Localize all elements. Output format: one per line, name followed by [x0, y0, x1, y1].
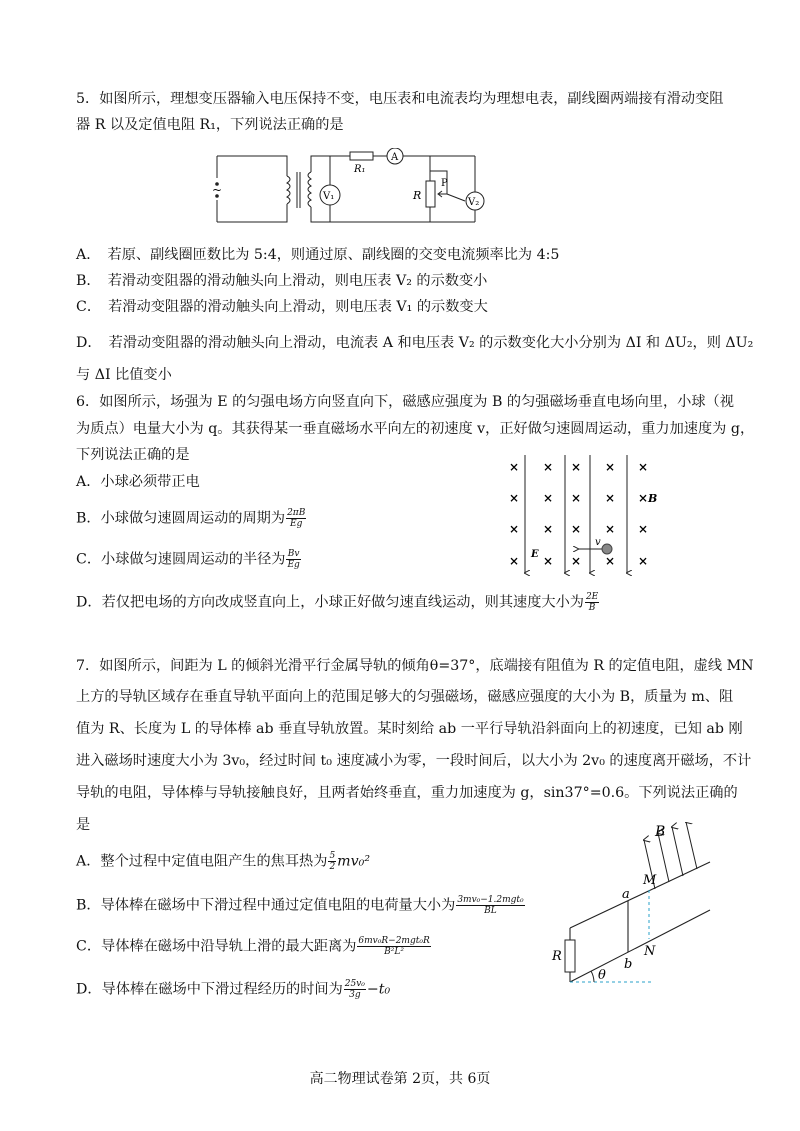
m-label: M	[643, 873, 657, 888]
fraction-denominator: B²L²	[384, 947, 404, 957]
q6-stem-line2: 为质点）电量大小为 q。其获得某一垂直磁场水平向左的初速度 v，正好做匀速圆周运动，重力加速度为 g，	[76, 421, 755, 437]
q7-option-b-text: B．导体棒在磁场中下滑过程中通过定值电阻的电荷量大小为	[76, 897, 456, 914]
q7-option-c-text: C．导体棒在磁场中沿导轨上滑的最大距离为	[76, 938, 357, 955]
svg-text:×: ×	[509, 522, 520, 536]
fraction-denominator: 3g	[349, 990, 361, 1000]
q6-field-diagram	[505, 455, 665, 580]
v1-label: V₁	[323, 191, 335, 202]
fraction-numerator: 6mv₀R−2mgt₀R	[358, 936, 430, 946]
svg-text:×: ×	[571, 491, 582, 505]
q7-option-d-fraction	[344, 979, 366, 1000]
q7-stem-line1: 7．如图所示，间距为 L 的倾斜光滑平行金属导轨的倾角θ=37°，底端接有阻值为 R 的定值电阻，虚线 MN	[76, 658, 754, 674]
q5-option-b: B． 若滑动变阻器的滑动触头向上滑动，则电压表 V₂ 的示数变小	[76, 273, 488, 289]
svg-text:×: ×	[543, 460, 554, 474]
svg-text:×: ×	[638, 522, 649, 536]
svg-text:×: ×	[605, 554, 616, 568]
fraction-numerator: 5	[329, 851, 336, 861]
q7-option-d	[76, 979, 390, 1000]
b-end-label: b	[624, 957, 633, 972]
q7-stem-line6: 是	[76, 817, 91, 833]
q5-option-a: A． 若原、副线圈匝数比为 5:4，则通过原、副线圈的交变电流频率比为 4:5	[76, 247, 560, 263]
svg-text:×: ×	[571, 554, 582, 568]
q7-option-d-suffix: −t₀	[366, 981, 391, 998]
b-label: B	[655, 824, 666, 840]
svg-text:×: ×	[605, 522, 616, 536]
q7-option-a-suffix: mv₀²	[337, 853, 371, 870]
r-label: R	[552, 949, 562, 964]
q6-stem-line3: 下列说法正确的是	[76, 447, 190, 463]
velocity-label: v	[595, 537, 601, 548]
fraction-denominator: Eg	[290, 519, 303, 529]
fraction-denominator: B	[588, 603, 596, 613]
svg-text:×: ×	[509, 554, 520, 568]
theta-arc	[591, 971, 594, 982]
q6-option-d	[76, 592, 600, 613]
q6-option-d-text: D．若仅把电场的方向改成竖直向上，小球正好做匀速直线运动，则其速度大小为	[76, 594, 584, 611]
q5-option-d-line1: D． 若滑动变阻器的滑动触头向上滑动，电流表 A 和电压表 V₂ 的示数变化大小分别为 ΔI 和 ΔU₂，则 ΔU₂	[76, 335, 754, 351]
q6-option-a: A．小球必须带正电	[76, 474, 200, 490]
fraction-numerator: 25v₀	[344, 979, 365, 989]
fraction-denominator: Eg	[287, 560, 300, 570]
q6-option-b-text: B．小球做匀速圆周运动的周期为	[76, 510, 286, 527]
resistor-r	[565, 940, 575, 972]
svg-text:×: ×	[543, 554, 554, 568]
svg-text:×: ×	[543, 522, 554, 536]
q5-stem-line2: 器 R 以及定值电阻 R₁，下列说法正确的是	[76, 117, 344, 133]
q6-option-c-fraction	[286, 549, 300, 570]
q7-option-b-fraction	[456, 895, 524, 916]
theta-label: θ	[598, 968, 606, 983]
v2-label: V₂	[468, 197, 480, 208]
ball-icon	[602, 544, 612, 554]
ac-source-icon: ~	[212, 183, 223, 197]
fraction-numerator: 3mv₀−1.2mgt₀	[457, 895, 524, 905]
q6-option-d-fraction	[585, 592, 599, 613]
b-field-label: B	[648, 492, 658, 505]
fraction-numerator: 2E	[585, 592, 599, 602]
q6-option-b	[76, 508, 307, 529]
q7-option-a	[76, 851, 370, 872]
svg-text:×: ×	[543, 491, 554, 505]
svg-text:×: ×	[605, 491, 616, 505]
svg-text:×: ×	[571, 460, 582, 474]
q7-option-c-fraction	[357, 936, 430, 957]
svg-text:×: ×	[509, 491, 520, 505]
q7-option-b	[76, 895, 526, 916]
q7-stem-line5: 导轨的电阻，导体棒与导轨接触良好，且两者始终垂直，重力加速度为 g，sin37°=0.6。下列说法正确的	[76, 785, 738, 801]
fraction-numerator: 2πB	[287, 508, 306, 518]
r1-resistor	[350, 152, 373, 160]
q6-option-b-fraction	[286, 508, 306, 529]
q7-stem-line2: 上方的导轨区域存在垂直导轨平面向上的范围足够大的匀强磁场，磁感应强度的大小为 B，质量为 m、阻	[76, 689, 734, 705]
ammeter-label: A	[391, 152, 399, 163]
q7-stem-line3: 值为 R、长度为 L 的导体棒 ab 垂直导轨放置。某时刻给 ab 一平行导轨沿斜面向上的初速度，已知 ab 刚	[76, 721, 743, 737]
rheostat	[426, 181, 435, 207]
q7-option-a-text: A．整个过程中定值电阻产生的焦耳热为	[76, 853, 328, 870]
q6-option-c	[76, 549, 302, 570]
q6-option-c-text: C．小球做匀速圆周运动的半径为	[76, 551, 286, 568]
svg-text:×: ×	[571, 522, 582, 536]
svg-text:×: ×	[509, 460, 520, 474]
q7-option-c	[76, 936, 432, 957]
svg-text:×: ×	[605, 460, 616, 474]
n-label: N	[644, 944, 656, 959]
q7-rail-diagram	[548, 822, 718, 994]
q7-option-d-text: D．导体棒在磁场中下滑过程经历的时间为	[76, 981, 343, 998]
svg-text:×: ×	[638, 491, 649, 505]
q5-circuit-diagram	[205, 148, 500, 230]
fraction-denominator: BL	[484, 906, 497, 916]
page-footer: 高二物理试卷第 2页，共 6页	[309, 1071, 491, 1087]
fraction-numerator: Bv	[287, 549, 300, 559]
p-label: P	[441, 178, 448, 189]
svg-text:×: ×	[638, 460, 649, 474]
q5-option-c: C． 若滑动变阻器的滑动触头向上滑动，则电压表 V₁ 的示数变大	[76, 299, 488, 315]
e-field-label: E	[531, 549, 539, 560]
a-label: a	[622, 887, 630, 902]
q7-stem-line4: 进入磁场时速度大小为 3v₀，经过时间 t₀ 速度减小为零，一段时间后，以大小为 2v₀ 的速度离开磁场，不计	[76, 753, 752, 769]
q5-option-d-line2: 与 ΔI 比值变小	[76, 367, 172, 383]
q6-stem-line1: 6．如图所示，场强为 E 的匀强电场方向竖直向下，磁感应强度为 B 的匀强磁场垂直电场向里，小球（视	[76, 394, 734, 410]
r1-label: R₁	[354, 164, 366, 175]
svg-text:×: ×	[638, 554, 649, 568]
r-label: R	[413, 189, 422, 202]
q7-option-a-fraction	[328, 851, 336, 872]
q5-stem-line1: 5．如图所示，理想变压器输入电压保持不变，电压表和电流表均为理想电表，副线圈两端接有滑动变阻	[76, 91, 724, 107]
fraction-denominator: 2	[329, 862, 336, 872]
